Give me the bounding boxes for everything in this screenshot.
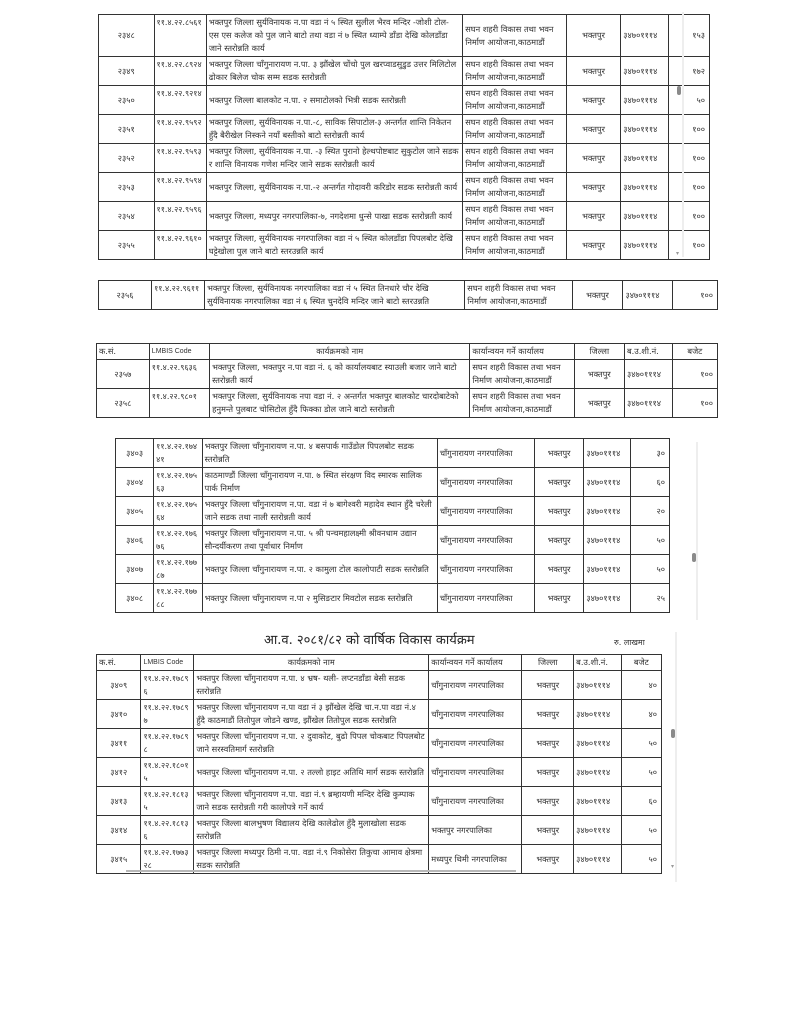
serial-number-cell: ३४०७ xyxy=(116,555,154,584)
program-name-cell: भक्तपुर जिल्ला, सुर्यविनायक न.पा.-८, साविक सिपाटोल-३ अन्तर्गत शान्ति निकेतन हुँदै बैरीखेल निस्कने नयाँ बस्तीको बाटो स्तरोन्नती कार्य xyxy=(206,115,462,144)
district-cell: भक्तपुर xyxy=(534,439,584,468)
budget-code-cell: ३४७०१११४ xyxy=(584,468,630,497)
budget-code-cell: ३४७०१११४ xyxy=(623,281,673,310)
budget-code-cell: ३४७०१११४ xyxy=(621,231,669,260)
implementing-office-cell: भक्तपुर नगरपालिका xyxy=(429,816,522,845)
budget-cell: ४० xyxy=(621,700,661,729)
header-sn: क.सं. xyxy=(97,655,141,671)
header-budget-code: ब.उ.शी.नं. xyxy=(624,344,672,360)
scrollbar-thumb-2[interactable] xyxy=(692,553,696,562)
district-cell: भक्तपुर xyxy=(534,555,584,584)
serial-number-cell: २३५५ xyxy=(99,231,155,260)
scroll-down-arrow-icon[interactable]: ▾ xyxy=(671,863,675,870)
lmbis-code-cell: ११.४.२२.८९२४ xyxy=(154,57,206,86)
lmbis-code-cell: ११.४.२२.१७७८७ xyxy=(154,555,202,584)
header-district: जिल्ला xyxy=(574,344,624,360)
district-cell: भक्तपुर xyxy=(534,584,584,613)
district-cell: भक्तपुर xyxy=(522,787,574,816)
district-cell: भक्तपुर xyxy=(566,86,620,115)
table-row xyxy=(97,700,662,729)
budget-cell: १०० xyxy=(669,202,710,231)
district-cell: भक्तपुर xyxy=(574,360,624,389)
serial-number-cell: २३५७ xyxy=(97,360,150,389)
implementing-office-cell: चाँगुनारायण नगरपालिका xyxy=(429,671,522,700)
district-cell: भक्तपुर xyxy=(522,671,574,700)
implementing-office-cell: चाँगुनारायण नगरपालिका xyxy=(429,729,522,758)
table-row xyxy=(99,231,710,260)
table-5 xyxy=(96,654,662,874)
lmbis-code-cell: ११.४.२२.९६१० xyxy=(154,231,206,260)
budget-cell: ६० xyxy=(630,468,669,497)
table-row xyxy=(99,15,710,57)
budget-cell: २५ xyxy=(630,584,669,613)
lmbis-code-cell: ११.४.२२.९८०१ xyxy=(149,389,209,418)
implementing-office-cell: चाँगुनारायण नगरपालिका xyxy=(437,526,534,555)
implementing-office-cell: चाँगुनारायण नगरपालिका xyxy=(437,468,534,497)
budget-code-cell: ३४७०१११४ xyxy=(574,671,622,700)
table-row xyxy=(116,555,670,584)
implementing-office-cell: चाँगुनारायण नगरपालिका xyxy=(437,497,534,526)
budget-cell: २० xyxy=(630,497,669,526)
table-row xyxy=(99,173,710,202)
serial-number-cell: ३४०३ xyxy=(116,439,154,468)
budget-cell: १०० xyxy=(669,115,710,144)
budget-cell: १०० xyxy=(673,281,718,310)
program-name-cell: भक्तपुर जिल्ला चाँगुनारायण न.पा. २ दुवाकोट, बुढो पिपल चोकबाट पिपलबोट जाने सरस्वतिमार्ग स्तरोन्नति xyxy=(194,729,429,758)
district-cell: भक्तपुर xyxy=(566,202,620,231)
budget-code-cell: ३४७०१११४ xyxy=(574,845,622,874)
district-cell: भक्तपुर xyxy=(574,389,624,418)
budget-cell: १०० xyxy=(669,144,710,173)
budget-code-cell: ३४७०१११४ xyxy=(584,497,630,526)
serial-number-cell: २३५१ xyxy=(99,115,155,144)
program-name-cell: भक्तपुर जिल्ला, सुर्यविनायक न.पा.-२ अन्तर्गत गोदावरी करिडोर सडक स्तरोन्नती कार्य xyxy=(206,173,462,202)
program-name-cell: भक्तपुर जिल्ला चाँगुनारायण न.पा वडा नं ३ झौंखेल देखि चा.न.पा वडा नं.४ हुँदै काठमाडौं तितोपुल जोडने खण्ड, झौंखेल तितोपुल सडक स्तरोन्नति xyxy=(194,700,429,729)
budget-cell: ५० xyxy=(621,758,661,787)
implementing-office-cell: सघन शहरी विकास तथा भवन निर्माण आयोजना,काठमाडौं xyxy=(463,86,567,115)
implementing-office-cell: सघन शहरी विकास तथा भवन निर्माण आयोजना,काठमाडौं xyxy=(463,144,567,173)
lmbis-code-cell: ११.४.२२.९५९२ xyxy=(154,115,206,144)
program-name-cell: भक्तपुर जिल्ला चाँगुनारायण न.पा. २ कामुला टोल कालोपाटी सडक स्तरोन्नति xyxy=(202,555,437,584)
lmbis-code-cell: ११.४.२२.१७८९७ xyxy=(141,700,194,729)
budget-cell: ४० xyxy=(621,671,661,700)
district-cell: भक्तपुर xyxy=(522,845,574,874)
table-row xyxy=(99,202,710,231)
budget-cell: १०० xyxy=(672,389,717,418)
district-cell: भक्तपुर xyxy=(522,816,574,845)
serial-number-cell: ३४०९ xyxy=(97,671,141,700)
lmbis-code-cell: ११.४.२२.१७८९६ xyxy=(141,671,194,700)
district-cell: भक्तपुर xyxy=(522,729,574,758)
header-lmbis-code: LMBIS Code xyxy=(141,655,194,671)
serial-number-cell: ३४०५ xyxy=(116,497,154,526)
budget-code-cell: ३४७०१११४ xyxy=(574,758,622,787)
header-sn: क.सं. xyxy=(97,344,150,360)
implementing-office-cell: चाँगुनारायण नगरपालिका xyxy=(429,787,522,816)
scrollbar-thumb-1[interactable] xyxy=(677,86,681,95)
serial-number-cell: ३४११ xyxy=(97,729,141,758)
program-name-cell: भक्तपुर जिल्ला बालकोट न.पा. २ समाटोलको भित्री सडक स्तरोन्नती xyxy=(206,86,462,115)
district-cell: भक्तपुर xyxy=(534,497,584,526)
table-row xyxy=(99,144,710,173)
budget-cell: ५० xyxy=(621,729,661,758)
table-row xyxy=(97,758,662,787)
serial-number-cell: २३५० xyxy=(99,86,155,115)
table-row xyxy=(97,360,718,389)
page-segment-4 xyxy=(0,430,791,612)
header-program-name: कार्यक्रमको नाम xyxy=(194,655,429,671)
budget-cell: ५० xyxy=(630,526,669,555)
implementing-office-cell: चाँगुनारायण नगरपालिका xyxy=(437,584,534,613)
budget-code-cell: ३४७०१११४ xyxy=(621,173,669,202)
budget-cell: १०० xyxy=(669,231,710,260)
table-row xyxy=(97,671,662,700)
program-name-cell: भक्तपुर जिल्ला सुर्यविनायक न.पा वडा नं ५ स्थित सुलील भैरव मन्दिर -जोशी टोल- एस एस कलेज को पुल जाने बाटो तथा वडा नं ७ स्थित ध्याम्पे डाँडा देखि कोलडाँडा जाने स्तरोन्नति कार्य xyxy=(206,15,462,57)
program-name-cell: भक्तपुर जिल्ला चाँगुनारायण न.पा. वडा नं.९ ब्रम्हायणी मन्दिर देखि कुम्पाक जाने सडक स्तरोन्नती गरी कालोपत्रे गर्ने कार्य xyxy=(194,787,429,816)
table-row xyxy=(97,389,718,418)
program-name-cell: काठमाण्डौं जिल्ला चाँगुनारायण न.पा. ७ स्थित संरक्षण विद स्मारक सालिक पार्क निर्माण xyxy=(202,468,437,497)
implementing-office-cell: सघन शहरी विकास तथा भवन निर्माण आयोजना,काठमाडौं xyxy=(463,15,567,57)
program-name-cell: भक्तपुर जिल्ला चाँगुनारायण न.पा २ मुसिङटार मिवटोल सडक स्तरोन्नति xyxy=(202,584,437,613)
table-row xyxy=(116,526,670,555)
program-name-cell: भक्तपुर जिल्ला, भक्तपुर न.पा वडा नं. ६ को कार्यालयबाट स्याउली बजार जाने बाटो स्तरोन्नती कार्य xyxy=(210,360,470,389)
district-cell: भक्तपुर xyxy=(566,15,620,57)
table-row xyxy=(116,497,670,526)
serial-number-cell: २३५६ xyxy=(99,281,152,310)
header-budget-code: ब.उ.शी.नं. xyxy=(574,655,622,671)
header-office: कार्यान्वयन गर्ने कार्यालय xyxy=(470,344,574,360)
implementing-office-cell: सघन शहरी विकास तथा भवन निर्माण आयोजना,काठमाडौं xyxy=(463,202,567,231)
table-4 xyxy=(115,438,670,613)
serial-number-cell: २३५८ xyxy=(97,389,150,418)
horizontal-scrollbar[interactable] xyxy=(126,870,516,872)
implementing-office-cell: चाँगुनारायण नगरपालिका xyxy=(437,555,534,584)
budget-cell: १०० xyxy=(672,360,717,389)
district-cell: भक्तपुर xyxy=(522,758,574,787)
lmbis-code-cell: ११.४.२२.१८१३६ xyxy=(141,816,194,845)
header-district: जिल्ला xyxy=(522,655,574,671)
budget-code-cell: ३४७०१११४ xyxy=(621,15,669,57)
budget-cell: ५० xyxy=(630,555,669,584)
lmbis-code-cell: ११.४.२२.१७७३२८ xyxy=(141,845,194,874)
district-cell: भक्तपुर xyxy=(534,468,584,497)
table-row xyxy=(97,787,662,816)
budget-code-cell: ३४७०१११४ xyxy=(621,57,669,86)
lmbis-code-cell: ११.४.२२.९५९३ xyxy=(154,144,206,173)
serial-number-cell: ३४०४ xyxy=(116,468,154,497)
lmbis-code-cell: ११.४.२२.१७८९८ xyxy=(141,729,194,758)
program-name-cell: भक्तपुर जिल्ला, सुर्यविनायक नगरपालिका वडा नं ५ स्थित तिनधारे चौर देखि सुर्यविनायक नगरपालिका वडा नं ६ स्थित चुनदेवि मन्दिर जाने बाटो स्तरउन्नति xyxy=(205,281,465,310)
budget-cell: १५३ xyxy=(669,15,710,57)
table-3 xyxy=(96,343,718,418)
lmbis-code-cell: ११.४.२२.१८१३५ xyxy=(141,787,194,816)
program-name-cell: भक्तपुर जिल्ला चाँगुनारायण न.पा. ४ बसपार्क गाउँडोल पिपलबोट सडक स्तरोन्नति xyxy=(202,439,437,468)
district-cell: भक्तपुर xyxy=(566,115,620,144)
table-row xyxy=(99,115,710,144)
page-segment-3 xyxy=(0,335,791,420)
table-row xyxy=(116,439,670,468)
budget-code-cell: ३४७०१११४ xyxy=(624,389,672,418)
lmbis-code-cell: ११.४.२२.९२१४ xyxy=(154,86,206,115)
serial-number-cell: २३५३ xyxy=(99,173,155,202)
budget-code-cell: ३४७०१११४ xyxy=(584,526,630,555)
implementing-office-cell: सघन शहरी विकास तथा भवन निर्माण आयोजना,काठमाडौं xyxy=(463,173,567,202)
serial-number-cell: २३५२ xyxy=(99,144,155,173)
budget-code-cell: ३४७०१११४ xyxy=(624,360,672,389)
program-name-cell: भक्तपुर जिल्ला चाँगुनारायण न.पा. ५ श्री पन्चमहालक्ष्मी श्रीवनधाम उद्यान सौन्दर्यीकरण तथा पूर्वाधार निर्माण xyxy=(202,526,437,555)
serial-number-cell: २३५४ xyxy=(99,202,155,231)
budget-cell: ६० xyxy=(621,787,661,816)
header-lmbis-code: LMBIS Code xyxy=(149,344,209,360)
table-row xyxy=(99,86,710,115)
district-cell: भक्तपुर xyxy=(566,231,620,260)
table-row xyxy=(97,816,662,845)
serial-number-cell: ३४१३ xyxy=(97,787,141,816)
table-row xyxy=(116,584,670,613)
serial-number-cell: ३४१२ xyxy=(97,758,141,787)
implementing-office-cell: चाँगुनारायण नगरपालिका xyxy=(429,700,522,729)
lmbis-code-cell: ११.४.२२.९५९४ xyxy=(154,173,206,202)
lmbis-code-cell: ११.४.२२.९५९६ xyxy=(154,202,206,231)
page-segment-5 xyxy=(0,620,791,900)
implementing-office-cell: चाँगुनारायण नगरपालिका xyxy=(429,758,522,787)
table-1 xyxy=(98,14,710,260)
program-name-cell: भक्तपुर जिल्ला चाँगुनारायण न.पा. वडा नं ७ बागेश्वरी महादेव स्थान हुँदै चरेली जाने सडक तथा नाली स्तरोन्नती कार्य xyxy=(202,497,437,526)
program-name-cell: भक्तपुर जिल्ला, सुर्यविनायक नगरपालिका वडा नं ५ स्थित कोलडाँडा पिपलबोट देखि घट्टेखोला पुल जाने बाटो स्तरउन्नति कार्य xyxy=(206,231,462,260)
lmbis-code-cell: ११.४.२२.९६३६ xyxy=(149,360,209,389)
table-row xyxy=(116,468,670,497)
program-name-cell: भक्तपुर जिल्ला चाँगुनारायण न.पा. ४ भ्रष- थली- लप्टनडाँडा बेसी सडक स्तरोन्नति xyxy=(194,671,429,700)
header-budget: बजेट xyxy=(672,344,717,360)
program-name-cell: भक्तपुर जिल्ला बालभुषण विद्यालय देखि कालेढोल हुँदै मुलाखोला सडक स्तरोन्नति xyxy=(194,816,429,845)
implementing-office-cell: मध्यपुर थिमी नगरपालिका xyxy=(429,845,522,874)
implementing-office-cell: सघन शहरी विकास तथा भवन निर्माण आयोजना,काठमाडौं xyxy=(465,281,572,310)
scrollbar-thumb-3[interactable] xyxy=(671,729,675,738)
budget-cell: १७२ xyxy=(669,57,710,86)
lmbis-code-cell: ११.४.२२.१७७८८ xyxy=(154,584,202,613)
budget-cell: ५० xyxy=(621,816,661,845)
scroll-down-arrow-icon[interactable]: ▾ xyxy=(676,250,680,257)
implementing-office-cell: सघन शहरी विकास तथा भवन निर्माण आयोजना,काठमाडौं xyxy=(463,115,567,144)
lmbis-code-cell: ११.४.२२.९६११ xyxy=(152,281,205,310)
budget-cell: ३० xyxy=(630,439,669,468)
budget-code-cell: ३४७०१११४ xyxy=(621,115,669,144)
table-row xyxy=(99,57,710,86)
serial-number-cell: ३४१५ xyxy=(97,845,141,874)
budget-code-cell: ३४७०१११४ xyxy=(574,729,622,758)
district-cell: भक्तपुर xyxy=(566,144,620,173)
budget-code-cell: ३४७०१११४ xyxy=(621,202,669,231)
serial-number-cell: २३४८ xyxy=(99,15,155,57)
table-row xyxy=(97,729,662,758)
vertical-scrollbar-3[interactable] xyxy=(675,632,677,882)
budget-code-cell: ३४७०१११४ xyxy=(584,439,630,468)
serial-number-cell: ३४१० xyxy=(97,700,141,729)
table-2 xyxy=(98,280,718,310)
header-program-name: कार्यक्रमको नाम xyxy=(210,344,470,360)
district-cell: भक्तपुर xyxy=(566,57,620,86)
district-cell: भक्तपुर xyxy=(566,173,620,202)
serial-number-cell: ३४०६ xyxy=(116,526,154,555)
program-name-cell: भक्तपुर जिल्ला चाँगुनारायण न.पा. ३ झौंखेल चोंचो पुल खरप्वाडसुडुड उत्तर मिलिटोल ढोकार बिलेज चोक सम्म सडक स्तरोन्नती xyxy=(206,57,462,86)
budget-cell: ५० xyxy=(669,86,710,115)
lmbis-code-cell: ११.४.२२.१८०१५ xyxy=(141,758,194,787)
implementing-office-cell: सघन शहरी विकास तथा भवन निर्माण आयोजना,काठमाडौं xyxy=(463,231,567,260)
budget-code-cell: ३४७०१११४ xyxy=(584,584,630,613)
implementing-office-cell: सघन शहरी विकास तथा भवन निर्माण आयोजना,काठमाडौं xyxy=(470,389,574,418)
district-cell: भक्तपुर xyxy=(522,700,574,729)
budget-code-cell: ३४७०१११४ xyxy=(574,816,622,845)
program-title: आ.व. २०८१/८२ को वार्षिक विकास कार्यक्रम xyxy=(264,633,475,648)
district-cell: भक्तपुर xyxy=(572,281,623,310)
budget-code-cell: ३४७०१११४ xyxy=(621,144,669,173)
lmbis-code-cell: ११.४.२२.८५६१ xyxy=(154,15,206,57)
vertical-scrollbar-2[interactable] xyxy=(696,442,698,620)
program-name-cell: भक्तपुर जिल्ला, सुर्यविनायक न.पा. -३ स्थित पुरानो हेल्थपोष्टबाट सुकुटोल जाने सडक र शान्ति विनायक गणेश मन्दिर जाने सडक स्तरोन्नती कार्य xyxy=(206,144,462,173)
district-cell: भक्तपुर xyxy=(534,526,584,555)
budget-code-cell: ३४७०१११४ xyxy=(621,86,669,115)
serial-number-cell: २३४९ xyxy=(99,57,155,86)
header-budget: बजेट xyxy=(621,655,661,671)
budget-code-cell: ३४७०१११४ xyxy=(574,700,622,729)
page-segment-2 xyxy=(0,270,791,326)
serial-number-cell: ३४०८ xyxy=(116,584,154,613)
budget-cell: १०० xyxy=(669,173,710,202)
header-office: कार्यान्वयन गर्ने कार्यालय xyxy=(429,655,522,671)
lmbis-code-cell: ११.४.२२.१७६७६ xyxy=(154,526,202,555)
budget-code-cell: ३४७०१११४ xyxy=(584,555,630,584)
program-name-cell: भक्तपुर जिल्ला चाँगुनारायण न.पा. २ तल्लो हाइट अतिथि मार्ग सडक स्तरोन्नति xyxy=(194,758,429,787)
table-row xyxy=(99,281,718,310)
budget-cell: ५० xyxy=(621,845,661,874)
implementing-office-cell: सघन शहरी विकास तथा भवन निर्माण आयोजना,काठमाडौं xyxy=(463,57,567,86)
implementing-office-cell: चाँगुनारायण नगरपालिका xyxy=(437,439,534,468)
lmbis-code-cell: ११.४.२२.१७५६३ xyxy=(154,468,202,497)
vertical-scrollbar-1[interactable] xyxy=(682,12,684,257)
lmbis-code-cell: ११.४.२२.१७५६४ xyxy=(154,497,202,526)
program-name-cell: भक्तपुर जिल्ला, मध्यपुर नगरपालिका-७, नगदेशमा धुन्से पाखा सडक स्तरोन्नती कार्य xyxy=(206,202,462,231)
budget-code-cell: ३४७०१११४ xyxy=(574,787,622,816)
unit-label: रु. लाखमा xyxy=(614,638,645,647)
page-segment-1 xyxy=(0,0,791,265)
serial-number-cell: ३४१४ xyxy=(97,816,141,845)
program-name-cell: भक्तपुर जिल्ला मध्यपुर ठिमी न.पा. वडा नं.९ निकोसेरा तिकुचा आमाव क्षेत्रमा सडक स्तरोन्नति xyxy=(194,845,429,874)
program-name-cell: भक्तपुर जिल्ला, सुर्यविनायक नपा वडा नं. २ अन्तर्गत भक्तपुर बालकोट चारदोबाटेको हनुमन्ते पुलबाट चोसिटोल हुँदै फिक्का डोल जाने बाटो स्तरोन्नती xyxy=(210,389,470,418)
lmbis-code-cell: ११.४.२२.१७४४१ xyxy=(154,439,202,468)
implementing-office-cell: सघन शहरी विकास तथा भवन निर्माण आयोजना,काठमाडौं xyxy=(470,360,574,389)
